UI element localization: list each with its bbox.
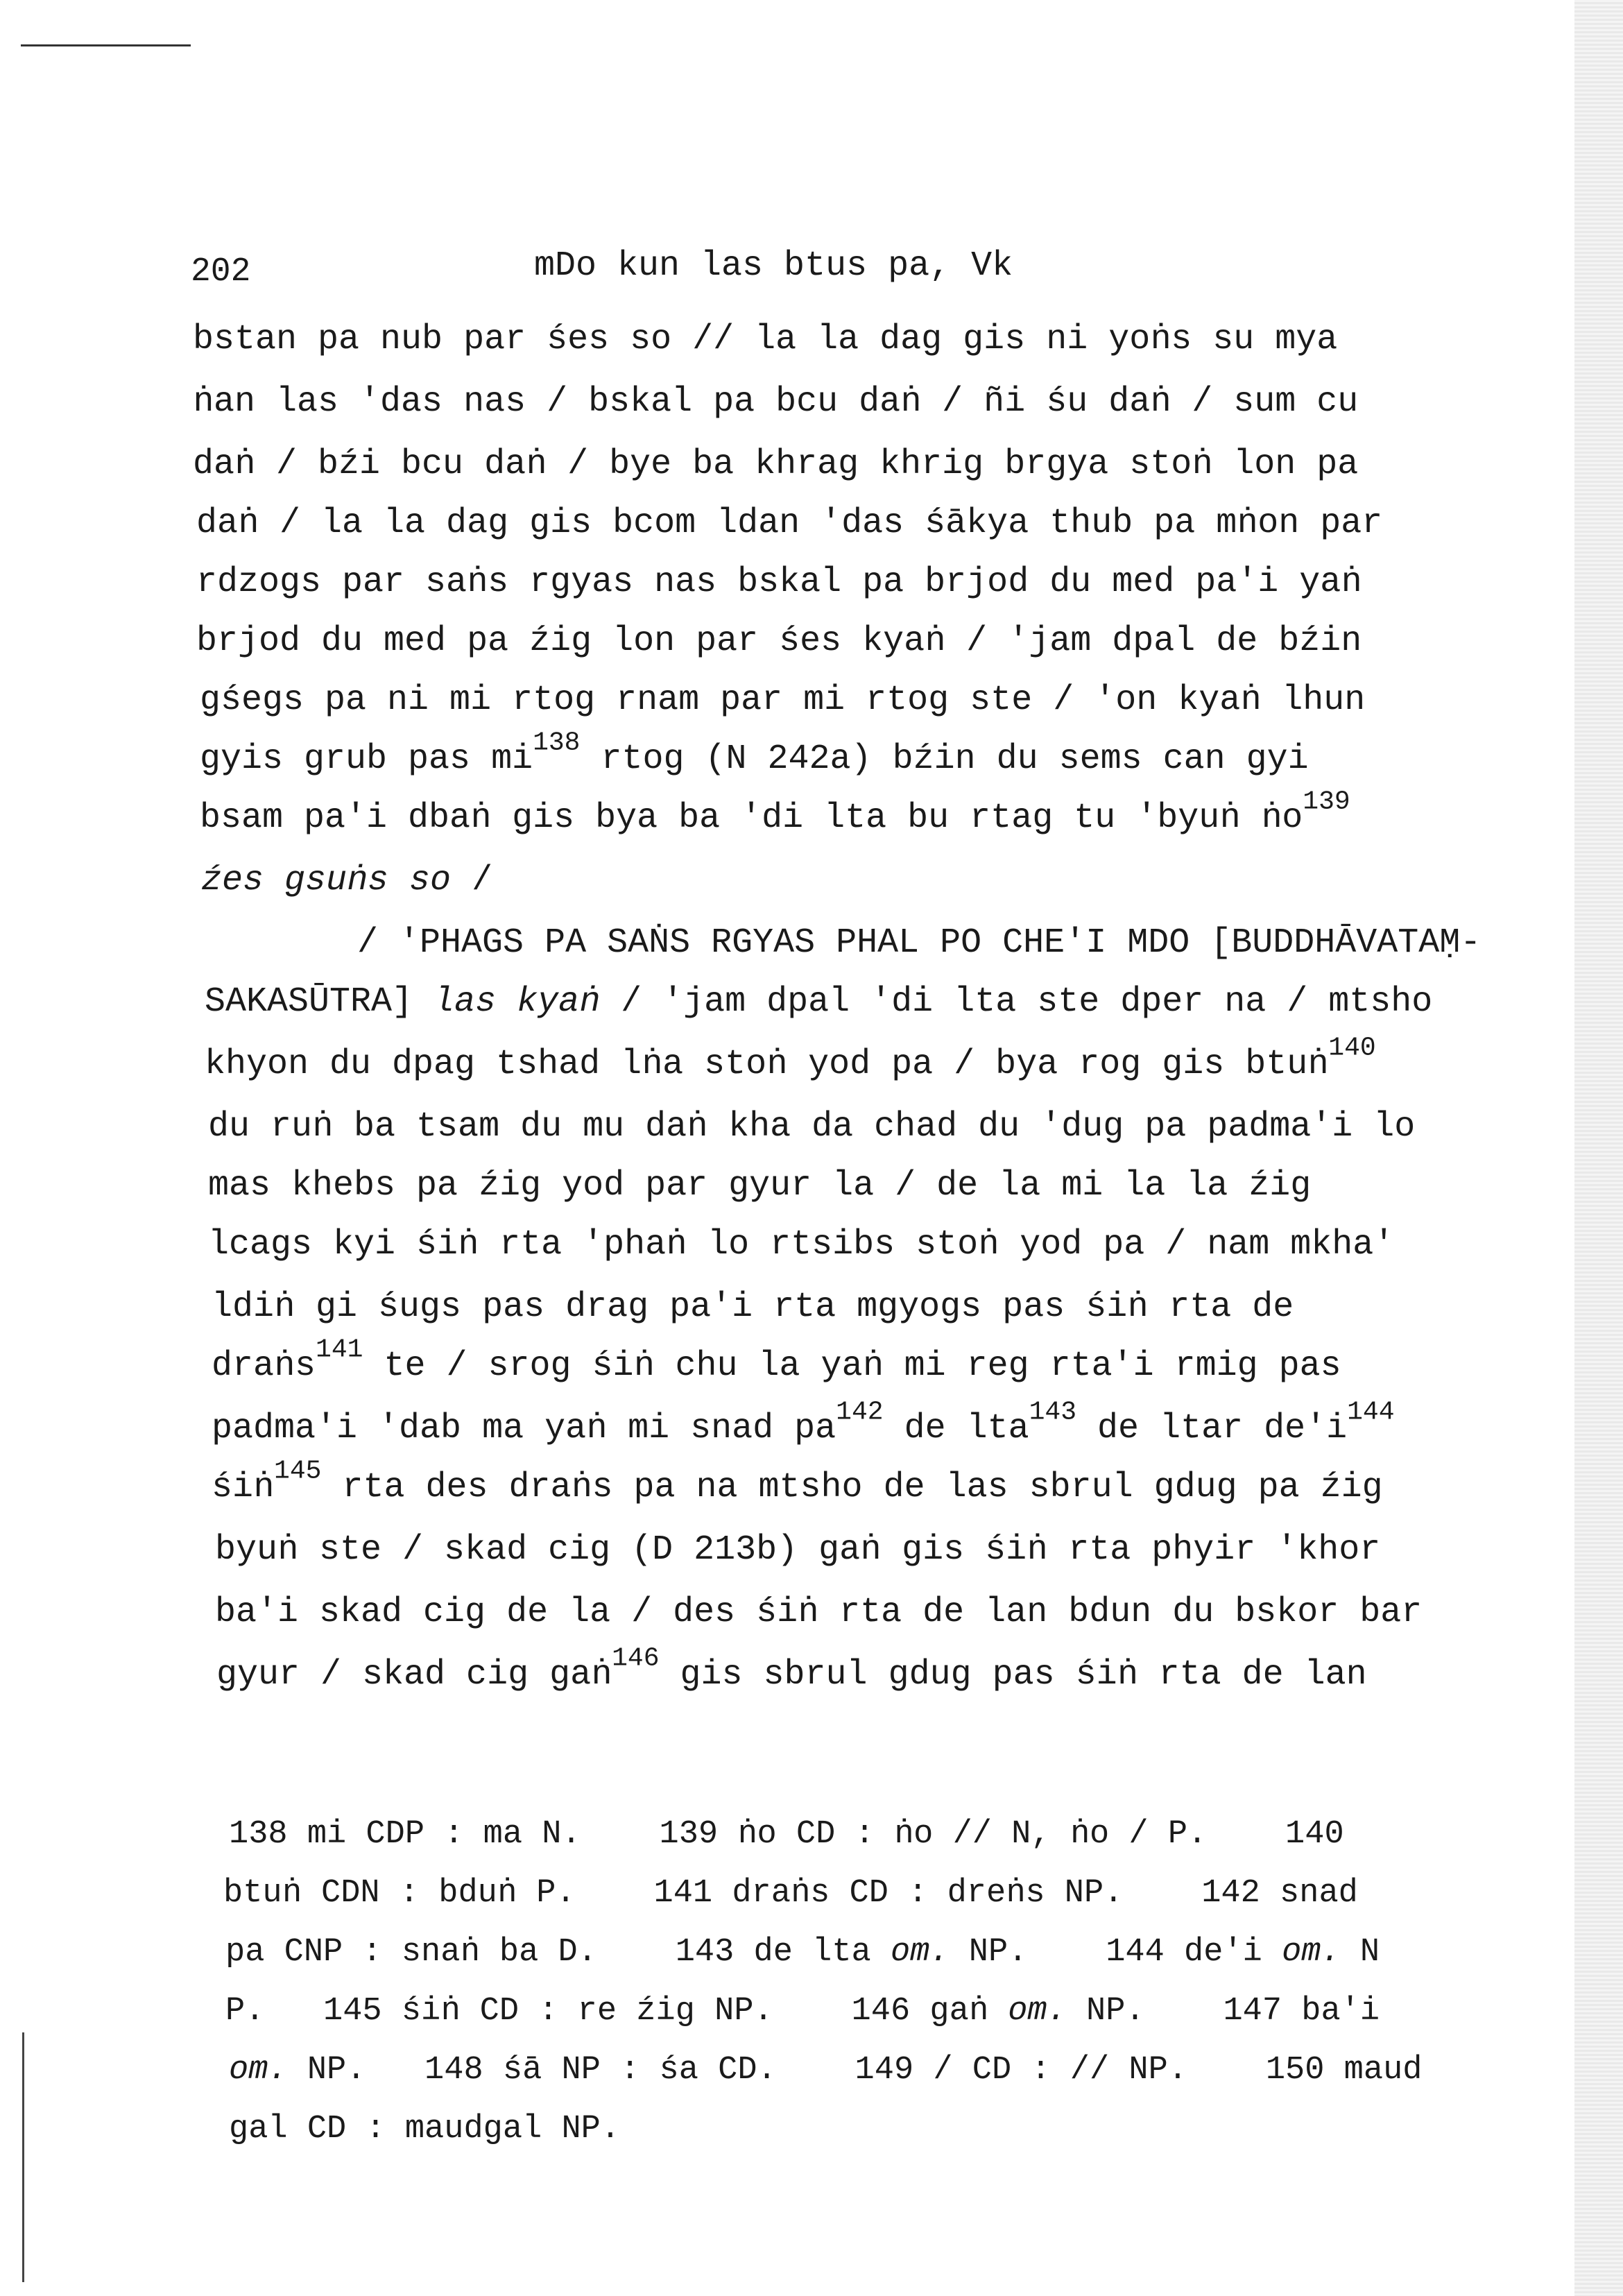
text-run: de lta [883, 1409, 1029, 1448]
italic-text: las kyaṅ [433, 982, 601, 1022]
body-line [274, 923, 1481, 964]
text-run: 138 mi CDP : ma N. 139 ṅo CD : ṅo // N, ṅo / P. 140 [229, 1816, 1344, 1853]
body-line [196, 621, 1362, 662]
body-line [205, 1033, 1376, 1086]
italic-text: om. [1008, 1993, 1067, 2030]
text-run: NP. 147 ba'i [1066, 1993, 1380, 2030]
footnote-line [229, 1814, 1344, 1856]
text-run: khyon du dpag tshad lṅa stoṅ yod pa / bya rog gis btuṅ [205, 1045, 1329, 1084]
footnote-ref: 138 [533, 728, 581, 758]
body-line [193, 444, 1358, 486]
text-run: pa CNP : snaṅ ba D. 143 de lta [225, 1934, 891, 1971]
text-run: gśegs pa ni mi rtog rnam par mi rtog ste / 'on kyaṅ lhun [200, 680, 1366, 720]
text-run: gyur / skad cig gaṅ [216, 1655, 612, 1695]
text-run: rdzogs par saṅs rgyas nas bskal pa brjod du med pa'i yaṅ [196, 563, 1362, 602]
text-run: daṅ / bźi bcu daṅ / bye ba khrag khrig brgya stoṅ lon pa [193, 445, 1359, 484]
body-line [200, 728, 1309, 780]
italic-text: om. [229, 2052, 288, 2089]
text-run: / [451, 861, 493, 900]
text-run: / 'jam dpal 'di lta ste dper na / mtsho [600, 982, 1433, 1022]
footnote-ref: 144 [1347, 1397, 1395, 1428]
footnote-line [225, 1991, 1380, 2032]
body-line [212, 1287, 1294, 1328]
body-line [208, 1106, 1415, 1148]
text-run: du ruṅ ba tsam du mu daṅ kha da chad du 'dug pa padma'i lo [208, 1107, 1416, 1147]
text-run: gyis grub pas mi [200, 739, 533, 779]
body-line [208, 1165, 1311, 1207]
text-run: rtog (N 242a) bźin du sems can gyi [580, 739, 1309, 779]
text-run: bsam pa'i dbaṅ gis bya ba 'di lta bu rtag tu 'byuṅ ṅo [200, 798, 1303, 838]
footnote-ref: 141 [316, 1335, 363, 1365]
page-number: 202 [191, 253, 251, 291]
text-run: rta des draṅs pa na mtsho de las sbrul gdug pa źig [321, 1468, 1383, 1507]
text-run: btuṅ CDN : bduṅ P. 141 draṅs CD : dreṅs NP. 142 snad [223, 1875, 1358, 1912]
text-run: / 'PHAGS PA SAṄS RGYAS PHAL PO CHE'I MDO [BUDDHĀVATAṂ- [274, 923, 1482, 963]
scan-edge [1574, 0, 1623, 2296]
footnote-line [229, 2050, 1423, 2091]
body-line [193, 319, 1337, 361]
footnote-line [223, 1873, 1358, 1914]
italic-text: om. [1282, 1934, 1341, 1971]
text-run: draṅs [212, 1346, 316, 1386]
body-line [200, 680, 1365, 721]
text-run: gal CD : maudgal NP. [229, 2111, 621, 2148]
text-run: ldiṅ gi śugs pas drag pa'i rta mgyogs pas śiṅ rta de [212, 1287, 1294, 1327]
text-run: N [1340, 1934, 1380, 1971]
text-run: NP. 144 de'i [949, 1934, 1282, 1971]
text-run: SAKASŪTRA] [205, 982, 434, 1022]
body-line [212, 1335, 1341, 1387]
body-line [196, 562, 1362, 603]
body-line [212, 1456, 1383, 1509]
footnote-ref: 140 [1328, 1033, 1376, 1063]
text-run: P. 145 śiṅ CD : re źig NP. 146 gaṅ [225, 1993, 1008, 2030]
body-line [200, 787, 1350, 839]
margin-line [22, 2032, 24, 2282]
text-run: padma'i 'dab ma yaṅ mi snad pa [212, 1409, 836, 1448]
footnote-line [225, 1932, 1380, 1973]
text-run: daṅ / la la dag gis bcom ldan 'das śākya thub pa mṅon par [196, 504, 1383, 543]
text-run: te / srog śiṅ chu la yaṅ mi reg rta'i rmig pas [363, 1346, 1341, 1386]
footnote-ref: 143 [1029, 1397, 1077, 1428]
footnote-ref: 145 [274, 1456, 322, 1487]
text-run: de ltar de'i [1076, 1409, 1348, 1448]
body-line [216, 1643, 1367, 1696]
footnote-line [229, 2109, 620, 2150]
body-line [212, 1397, 1395, 1450]
body-line [193, 382, 1358, 423]
text-run: NP. 148 śā NP : śa CD. 149 / CD : // NP. 150 maud [287, 2052, 1423, 2089]
body-line [205, 982, 1432, 1023]
body-line [196, 503, 1382, 545]
footnote-ref: 146 [612, 1643, 660, 1674]
top-rule [21, 44, 191, 46]
body-line [215, 1530, 1380, 1571]
body-line [208, 1224, 1394, 1266]
body-line [215, 1592, 1422, 1634]
footnote-ref: 139 [1303, 787, 1350, 817]
text-run: brjod du med pa źig lon par śes kyaṅ / 'jam dpal de bźin [196, 622, 1362, 661]
italic-text: om. [890, 1934, 950, 1971]
text-run: byuṅ ste / skad cig (D 213b) gaṅ gis śiṅ rta phyir 'khor [215, 1530, 1381, 1570]
text-run: mas khebs pa źig yod par gyur la / de la mi la la źig [208, 1166, 1312, 1206]
text-run: śiṅ [212, 1468, 275, 1507]
text-run: ṅan las 'das nas / bskal pa bcu daṅ / ñi śu daṅ / sum cu [193, 382, 1359, 422]
text-run: gis sbrul gdug pas śiṅ rta de lan [659, 1655, 1367, 1695]
running-title: mDo kun las btus pa, Vk [534, 246, 1013, 286]
text-run: bstan pa nub par śes so // la la dag gis ni yoṅs su mya [193, 320, 1338, 359]
page-header [191, 246, 1509, 309]
italic-text: źes gsuṅs so [201, 861, 452, 900]
text-run: lcags kyi śiṅ rta 'phaṅ lo rtsibs stoṅ yod pa / nam mkha' [208, 1225, 1395, 1265]
text-run: ba'i skad cig de la / des śiṅ rta de lan bdun du bskor bar [215, 1593, 1423, 1632]
body-line [201, 860, 492, 902]
footnote-ref: 142 [836, 1397, 884, 1428]
